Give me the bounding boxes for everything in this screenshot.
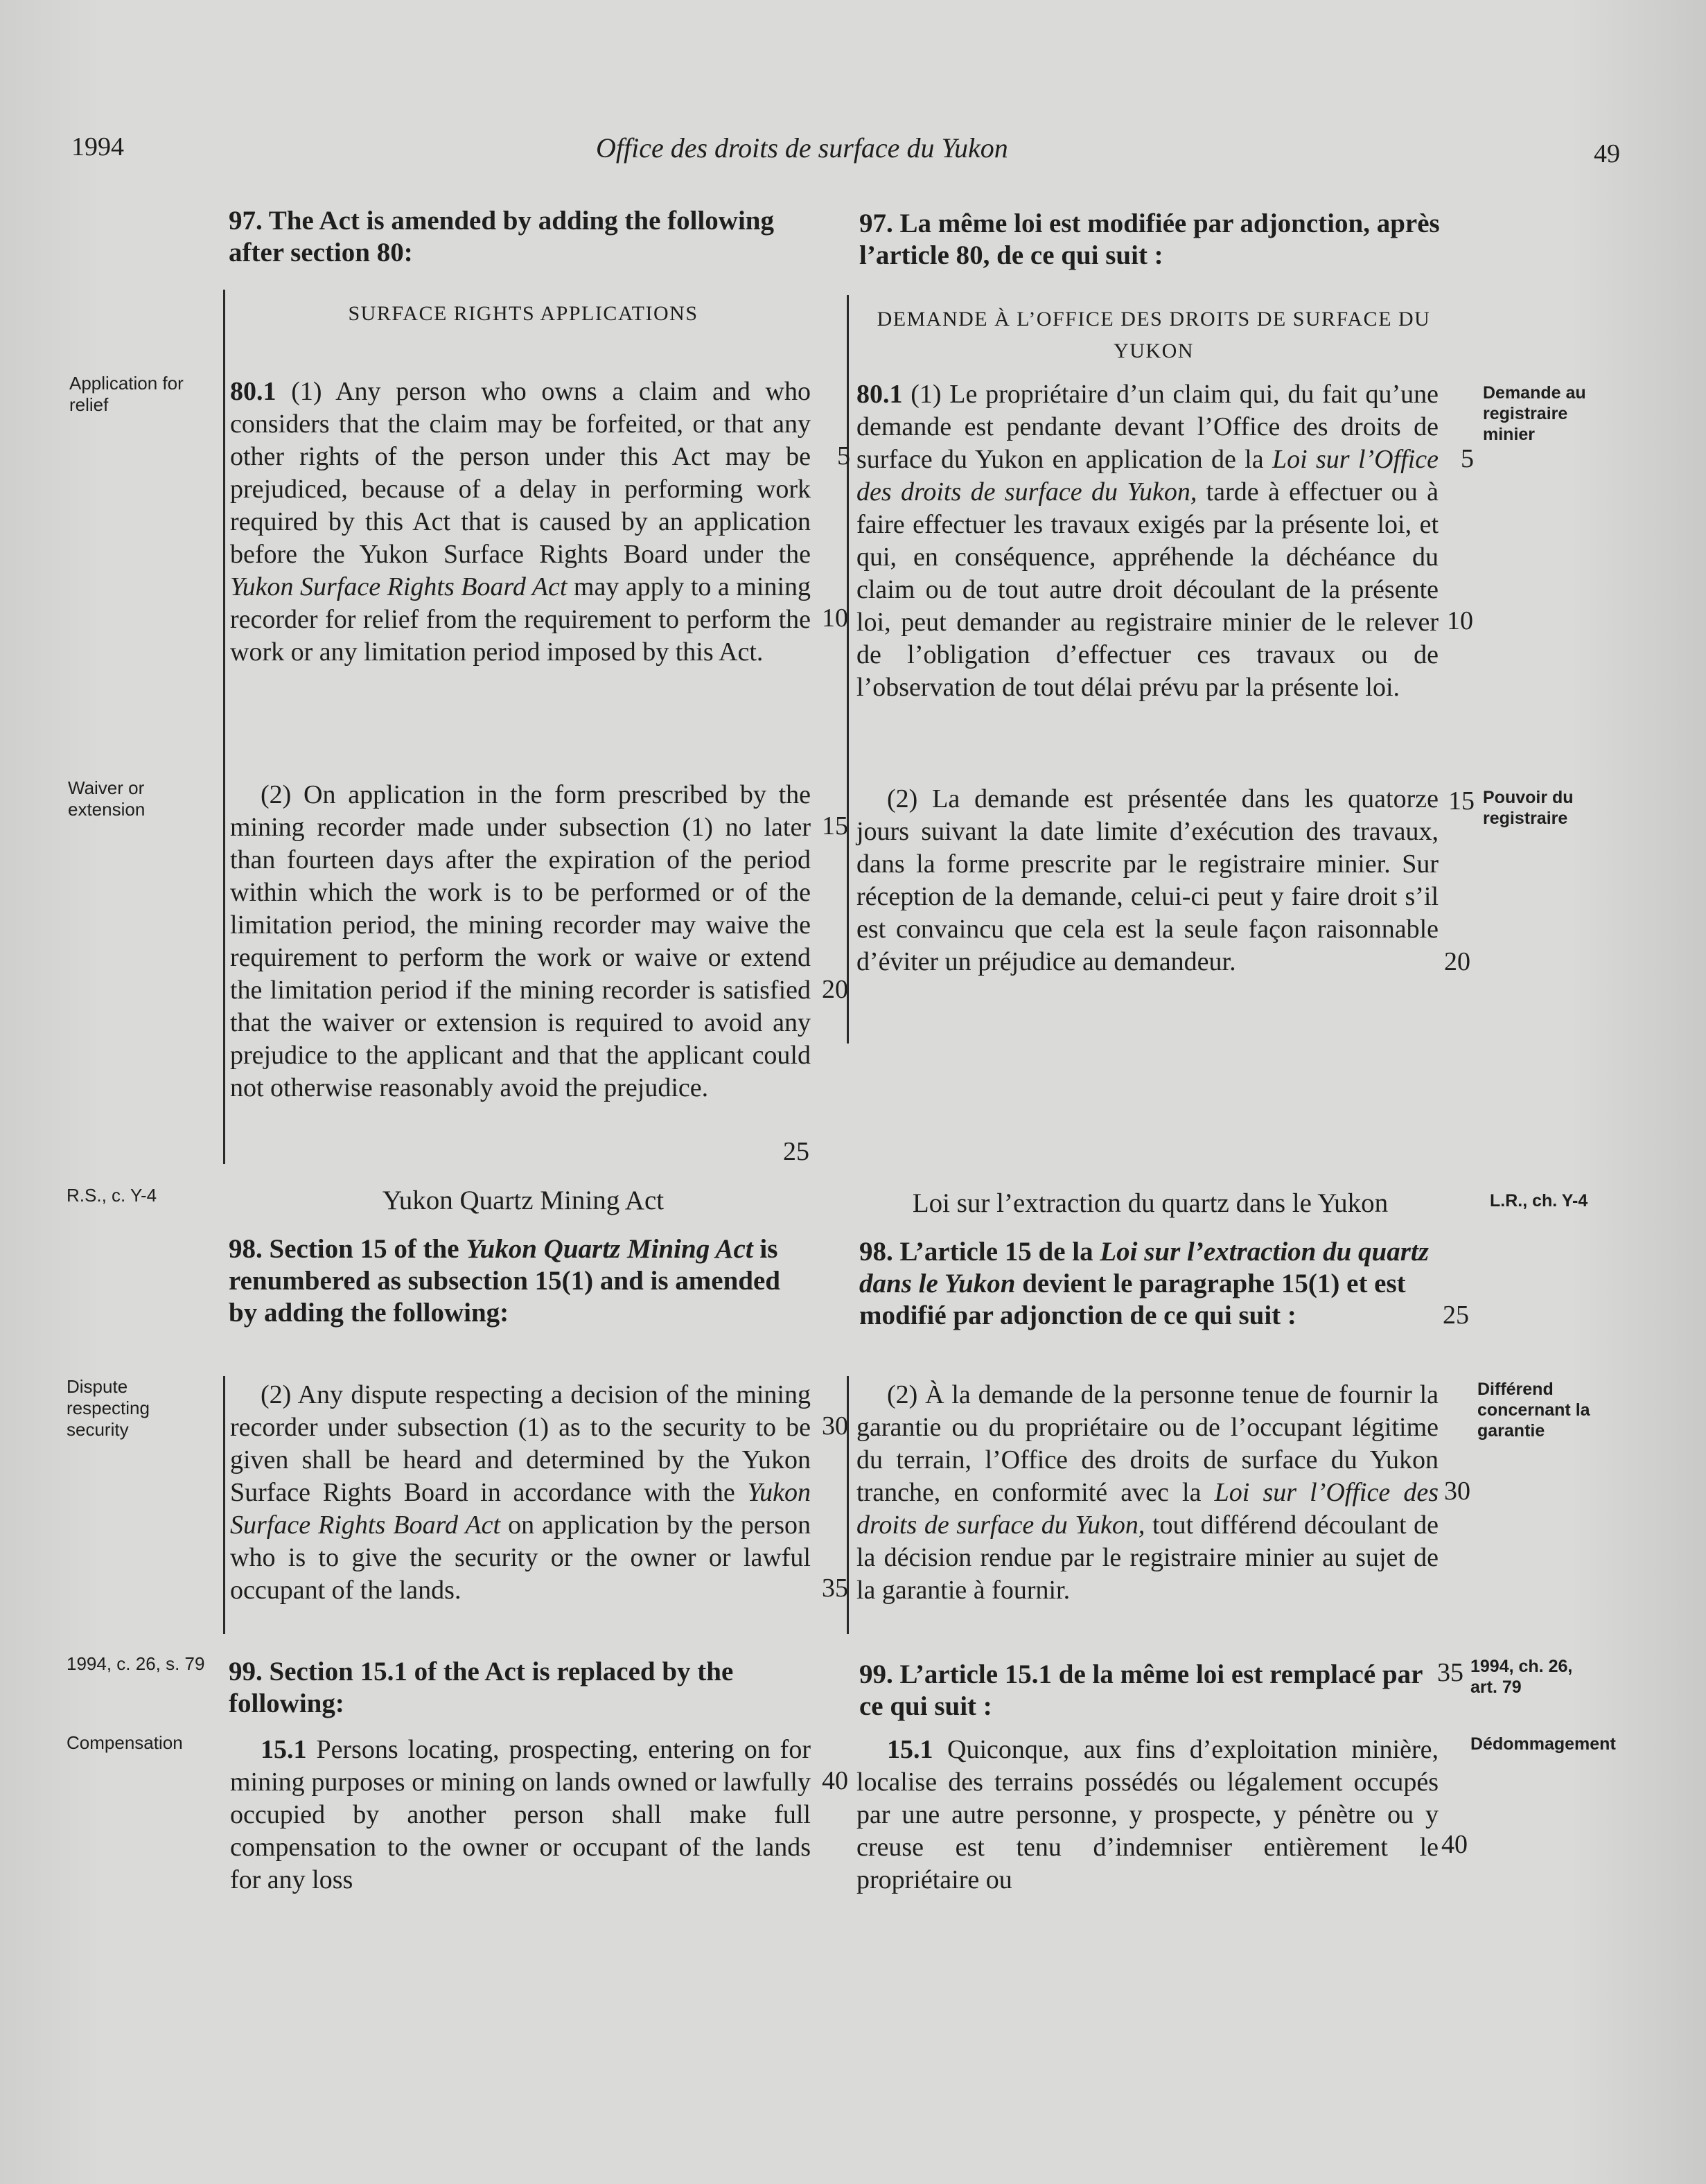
margin-note-rs-c-y4: R.S., c. Y-4: [67, 1185, 157, 1206]
en-line-number-15: 15: [822, 811, 848, 840]
fr-line-number-35: 35: [1437, 1658, 1463, 1687]
fr-line-number-20: 20: [1444, 947, 1470, 976]
fr-s80-1-1-act: Loi sur l’Office des droits de surface du Yukon,: [856, 445, 1439, 507]
fr-line-number-25: 25: [1443, 1301, 1469, 1330]
en-line-number-5: 5: [837, 441, 850, 470]
fr-s80-1-num: 80.1: [856, 380, 903, 409]
margin-note-1994-ch26-art79: 1994, ch. 26, art. 79: [1470, 1657, 1573, 1697]
fr-s99-heading: 99. L’article 15.1 de la même loi est remplacé par ce qui suit :: [859, 1659, 1423, 1721]
fr-s80-1-2: (2) La demande est présentée dans les quatorze jours suivant la date limite d’exécution des travaux, dans la forme prescrite par le registraire minier. Sur réception de la demande, celui-ci peut y faire droit s’il est convaincu que cela est la seule façon raisonnable d’éviter un préjudice au demandeur.: [856, 784, 1439, 976]
fr-s15-2-text-b: tout différend découlant de la décision rendue par le registraire minier au sujet de la garantie à fournir.: [856, 1511, 1439, 1605]
margin-note-waiver-or-extension: Waiver or extension: [68, 777, 146, 820]
en-s97-heading: 97. The Act is amended by adding the following after section 80:: [229, 206, 774, 267]
en-sub-heading: SURFACE RIGHTS APPLICATIONS: [348, 302, 698, 325]
en-line-number-25: 25: [783, 1137, 809, 1166]
en-rule-1: [223, 290, 225, 1164]
fr-s98-text-b: devient le paragraphe 15(1) et est modifié par adjonction de ce qui suit :: [859, 1269, 1406, 1330]
en-s15-2-act: Yukon Surface Rights Board Act: [230, 1478, 811, 1540]
en-rule-2: [223, 1376, 225, 1634]
fr-rule-1: [847, 295, 849, 1043]
fr-s15-1-text: Quiconque, aux fins d’exploitation minière, localise des terrains possédés ou légalement occupés par une autre personne, y prospecte, y pénètre ou y creuse est tenu d’indemniser entièrement le propriétaire ou: [856, 1735, 1439, 1894]
en-act-title: Yukon Quartz Mining Act: [382, 1186, 665, 1215]
fr-line-number-15: 15: [1448, 786, 1475, 816]
en-s15-2: [230, 1379, 811, 1607]
page-number: 49: [1594, 139, 1620, 168]
en-s80-1-1-text-a: (1) Any person who owns a claim and who considers that the claim may be forfeited, or that any other rights of the person under this Act may be prejudiced, because of a delay in performing work required by this Act that is caused by an application before the Yukon Surface Rights Board under the: [230, 377, 811, 569]
margin-note-application-for-relief: Application for relief: [69, 373, 184, 415]
fr-s15-1: [856, 1734, 1439, 1896]
margin-note-1994-c26-s79: 1994, c. 26, s. 79: [67, 1653, 205, 1674]
en-s98-heading: [229, 1233, 814, 1329]
en-s15-1: [230, 1734, 811, 1896]
en-line-number-35: 35: [822, 1574, 848, 1603]
header-title: Office des droits de surface du Yukon: [596, 132, 1008, 164]
fr-line-number-40: 40: [1441, 1830, 1468, 1859]
fr-s98-heading: [859, 1236, 1448, 1332]
en-s15-2-text-b: on application by the person who is to give the security or the owner or lawful occupant of the lands.: [230, 1511, 811, 1605]
fr-s80-1-1-text-b: tarde à effectuer ou à faire effectuer les travaux exigés par la présente loi, et qui, en conséquence, appréhende la déchéance du claim ou de tout autre droit découlant de la présente loi, peut demander au registraire minier de le relever de l’obligation d’effectuer ces travaux ou de l’observation de tout délai prévu par la présente loi.: [856, 477, 1439, 702]
fr-s80-1-1: [856, 378, 1439, 704]
fr-act-title: Loi sur l’extraction du quartz dans le Yukon: [912, 1188, 1389, 1218]
fr-s15-1-num: 15.1: [887, 1735, 933, 1764]
margin-note-compensation: Compensation: [67, 1732, 183, 1753]
en-s15-1-text: Persons locating, prospecting, entering on for mining purposes or mining on lands owned or lawfully occupied by another person shall make full compensation to the owner or occupant of the lands for any loss: [230, 1735, 811, 1894]
fr-s98-act: Loi sur l’extraction du quartz dans le Yukon: [859, 1237, 1429, 1298]
en-s80-1-2: (2) On application in the form prescribed by the mining recorder made under subsection (1) no later than fourteen days after the expiration of the period within which the work is to be performed or of the limitation period, the mining recorder may waive the requirement to perform the work or waive or extend the limitation period if the mining recorder is satisfied that the waiver or extension is required to avoid any prejudice to the applicant and that the applicant could not otherwise reasonably avoid the prejudice.: [230, 780, 811, 1102]
en-line-number-40: 40: [822, 1766, 848, 1795]
en-line-number-10: 10: [822, 604, 848, 633]
margin-note-dispute-respecting-security: Dispute respecting security: [67, 1376, 150, 1440]
en-s99-heading: 99. Section 15.1 of the Act is replaced by the following:: [229, 1657, 734, 1718]
fr-line-number-5: 5: [1461, 444, 1474, 473]
margin-note-pouvoir-du-registraire: Pouvoir du registraire: [1483, 788, 1574, 828]
en-s98-text-a: 98. Section 15 of the: [229, 1234, 466, 1264]
en-s80-1-1: [230, 376, 811, 669]
fr-sub-heading: DEMANDE À L’OFFICE DES DROITS DE SURFACE DU YUKON: [877, 308, 1431, 362]
en-s98-text-b: is renumbered as subsection 15(1) and is amended by adding the following:: [229, 1234, 780, 1328]
fr-s15-2: [856, 1379, 1439, 1607]
header-year: 1994: [71, 132, 124, 161]
en-s80-1-1-text-b: may apply to a mining recorder for relief from the requirement to perform the work or any limitation period imposed by this Act.: [230, 572, 811, 667]
margin-note-lr-ch-y4: L.R., ch. Y-4: [1490, 1191, 1588, 1210]
fr-s15-2-act: Loi sur l’Office des droits de surface du Yukon,: [856, 1478, 1439, 1540]
fr-s15-2-text-a: (2) À la demande de la personne tenue de fournir la garantie ou du propriétaire ou de l’occupant légitime du terrain, l’Office des droits de surface du Yukon tranche, en conformité avec la: [856, 1380, 1439, 1507]
fr-s97-heading: 97. La même loi est modifiée par adjonction, après l’article 80, de ce qui suit :: [859, 209, 1440, 270]
en-s15-1-num: 15.1: [261, 1735, 307, 1764]
en-s80-1-num: 80.1: [230, 377, 276, 406]
en-s80-1-1-act: Yukon Surface Rights Board Act: [230, 572, 568, 601]
en-line-number-30: 30: [822, 1411, 848, 1441]
fr-s98-text-a: 98. L’article 15 de la: [859, 1237, 1100, 1267]
margin-note-dedommagement: Dédommagement: [1470, 1734, 1616, 1754]
fr-s80-1-1-text-a: (1) Le propriétaire d’un claim qui, du fait qu’une demande est pendante devant l’Office des droits de surface du Yukon en application de la: [856, 380, 1439, 474]
margin-note-demande-au-registraire: Demande au registraire minier: [1483, 383, 1586, 444]
fr-line-number-30: 30: [1444, 1477, 1470, 1506]
fr-line-number-10: 10: [1447, 606, 1473, 635]
en-s15-2-text-a: (2) Any dispute respecting a decision of the mining recorder under subsection (1) as to the security to be given shall be heard and determined by the Yukon Surface Rights Board in accordance with the: [230, 1380, 811, 1507]
margin-note-differend: Différend concernant la garantie: [1477, 1380, 1590, 1441]
en-s98-act: Yukon Quartz Mining Act: [466, 1234, 753, 1264]
en-line-number-20: 20: [822, 975, 848, 1004]
